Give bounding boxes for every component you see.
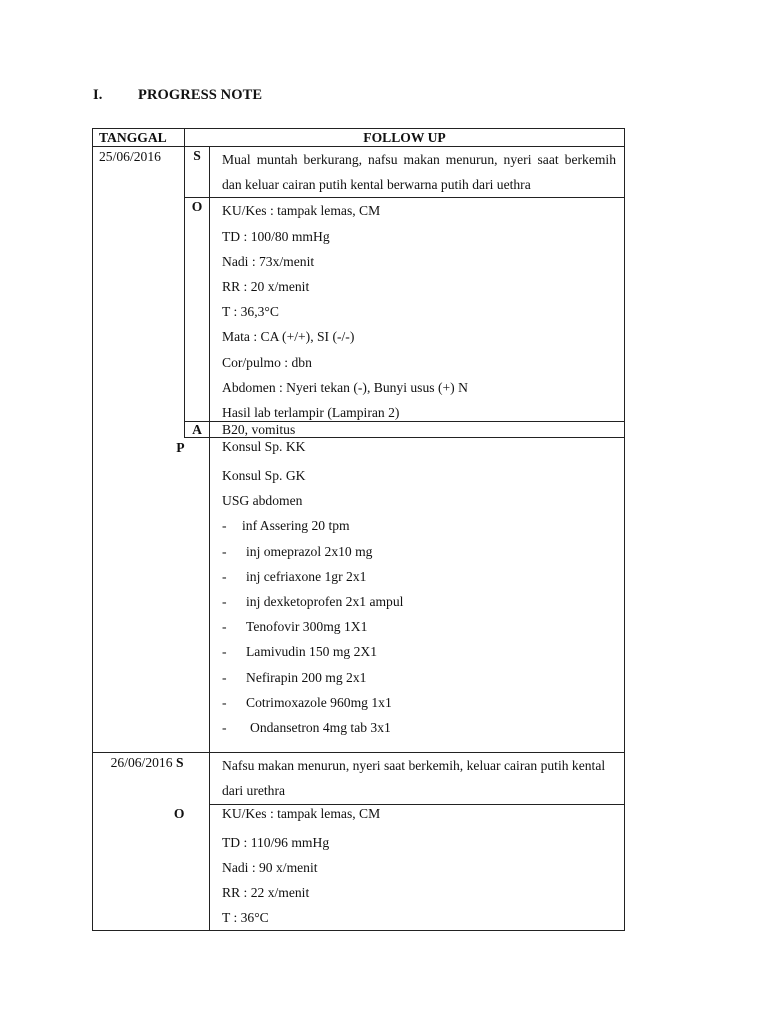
dash: - — [222, 543, 227, 559]
o-line: T : 36,3°C — [222, 304, 279, 320]
entry-1-a-row — [93, 422, 625, 438]
p-item — [222, 665, 616, 690]
entry-2-o-code-cell — [185, 804, 210, 931]
section-number: I. — [93, 87, 103, 103]
p-item — [222, 639, 616, 664]
p-item — [222, 513, 616, 538]
entry-2-s-code: S — [175, 755, 184, 771]
entry-1-date: 25/06/2016 — [93, 147, 185, 198]
entry-1-p-code-cell — [185, 438, 210, 753]
o-line: Nadi : 73x/menit — [222, 253, 315, 269]
p-item — [222, 539, 616, 564]
entry-1-s-code: S — [185, 147, 210, 198]
entry-2-o-text — [210, 804, 625, 931]
entry-1-date-cell-a — [93, 422, 185, 438]
p-line: Konsul Sp. KK — [222, 439, 306, 455]
header-tanggal: TANGGAL — [93, 129, 185, 147]
entry-1-a-text: B20, vomitus — [210, 422, 625, 438]
entry-1-o-text — [210, 198, 625, 422]
p-item-text: inj cefriaxone 1gr 2x1 — [246, 568, 367, 584]
o-line: T : 36°C — [222, 910, 269, 926]
dash: - — [222, 644, 227, 660]
entry-2-s-code-cell — [185, 753, 210, 804]
p-item-text: Ondansetron 4mg tab 3x1 — [250, 720, 391, 736]
dash: - — [222, 669, 227, 685]
entry-1-s-text: Mual muntah berkurang, nafsu makan menurun, nyeri saat berkemih dan keluar cairan putih kental berwarna putih dari uethra — [210, 147, 625, 198]
o-line: KU/Kes : tampak lemas, CM — [222, 805, 381, 821]
p-line: USG abdomen — [222, 493, 303, 509]
p-item — [222, 564, 616, 589]
entry-1-p-code: P — [93, 438, 185, 753]
p-item — [222, 614, 616, 639]
o-line: Mata : CA (+/+), SI (-/-) — [222, 329, 355, 345]
dash: - — [222, 594, 227, 610]
o-line: KU/Kes : tampak lemas, CM — [222, 203, 381, 219]
entry-2-date-text: 26/06/2016 — [110, 755, 173, 771]
p-item-text: Nefirapin 200 mg 2x1 — [246, 669, 367, 685]
entry-2-s-row — [93, 753, 625, 804]
dash: - — [222, 720, 227, 736]
o-line: RR : 20 x/menit — [222, 279, 310, 295]
dash: - — [222, 518, 227, 534]
o-line: TD : 100/80 mmHg — [222, 228, 330, 244]
section-title: PROGRESS NOTE — [138, 87, 263, 103]
dash: - — [222, 568, 227, 584]
dash: - — [222, 619, 227, 635]
p-item-text: Tenofovir 300mg 1X1 — [246, 619, 368, 635]
p-item-text: inf Assering 20 tpm — [242, 518, 350, 534]
entry-2-s-text: Nafsu makan menurun, nyeri saat berkemih, keluar cairan putih kental dari urethra — [210, 753, 625, 804]
p-item — [222, 715, 616, 740]
p-item-text: Lamivudin 150 mg 2X1 — [246, 644, 378, 660]
entry-1-p-row — [93, 438, 625, 753]
p-item — [222, 690, 616, 715]
p-item-text: inj dexketoprofen 2x1 ampul — [246, 594, 404, 610]
entry-1-date-cell-o — [93, 198, 185, 422]
entry-2-o-row — [93, 804, 625, 931]
entry-1-s-row — [93, 147, 625, 198]
table-header-row — [93, 129, 625, 147]
p-item-text: Cotrimoxazole 960mg 1x1 — [246, 694, 392, 710]
p-item — [222, 589, 616, 614]
o-line: Nadi : 90 x/menit — [222, 859, 318, 875]
entry-1-o-code: O — [185, 198, 210, 422]
entry-1-o-row — [93, 198, 625, 422]
entry-2-o-code: O — [93, 804, 185, 931]
o-line: Abdomen : Nyeri tekan (-), Bunyi usus (+) N — [222, 379, 468, 395]
p-item-text: inj omeprazol 2x10 mg — [246, 543, 373, 559]
o-line: RR : 22 x/menit — [222, 885, 310, 901]
o-line: Hasil lab terlampir (Lampiran 2) — [222, 405, 400, 421]
p-line: Konsul Sp. GK — [222, 468, 306, 484]
o-line: TD : 110/96 mmHg — [222, 834, 330, 850]
entry-1-a-code: A — [185, 422, 210, 438]
entry-1-p-text — [210, 438, 625, 753]
progress-note-table — [92, 128, 625, 931]
o-line: Cor/pulmo : dbn — [222, 354, 312, 370]
section-heading — [93, 87, 262, 104]
dash: - — [222, 694, 227, 710]
header-follow-up: FOLLOW UP — [185, 129, 625, 147]
entry-2-date — [93, 753, 185, 804]
